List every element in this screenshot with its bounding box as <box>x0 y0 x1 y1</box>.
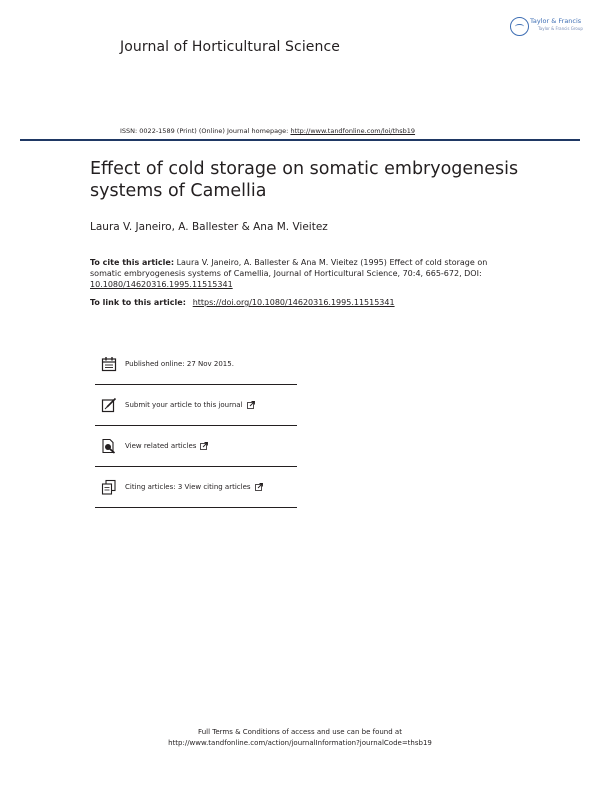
article-doi-link[interactable]: https://doi.org/10.1080/14620316.1995.11515341 <box>192 298 395 307</box>
link-label: To link to this article: <box>90 298 189 307</box>
article-authors: Laura V. Janeiro, A. Ballester & Ana M. Vieitez <box>90 221 328 233</box>
footer <box>0 727 600 749</box>
citation-block <box>90 257 520 290</box>
calendar-icon <box>101 356 117 372</box>
submit-article-link[interactable] <box>95 385 297 426</box>
citing-articles-link[interactable] <box>95 467 297 508</box>
citation-label: To cite this article: <box>90 258 175 267</box>
journal-homepage-link[interactable]: http://www.tandfonline.com/loi/thsb19 <box>290 127 416 135</box>
article-title: Effect of cold storage on somatic embryogenesis systems of Camellia <box>90 159 519 201</box>
article-link-block <box>90 298 395 307</box>
external-link-icon <box>200 442 208 450</box>
header-divider <box>20 139 580 141</box>
issn-line <box>120 127 415 135</box>
published-online-label: Published online: 27 Nov 2015. <box>125 360 234 368</box>
publisher-subtitle: Taylor & Francis Group <box>538 26 583 31</box>
external-link-icon <box>247 401 255 409</box>
citing-articles-icon <box>101 479 117 495</box>
related-articles-link[interactable] <box>95 426 297 467</box>
issn-text: ISSN: 0022-1589 (Print) (Online) Journal homepage: <box>120 127 291 135</box>
footer-terms-text: Full Terms & Conditions of access and use can be found at <box>198 728 402 736</box>
article-actions <box>95 344 297 508</box>
edit-icon <box>101 397 117 413</box>
external-link-icon <box>255 483 263 491</box>
journal-title: Journal of Horticultural Science <box>120 39 341 55</box>
publisher-logo <box>508 15 584 37</box>
logo-circle-icon <box>510 17 529 36</box>
submit-article-label: Submit your article to this journal <box>125 401 243 409</box>
citation-text: Laura V. Janeiro, A. Ballester & Ana M. Vieitez (1995) Effect of cold storage on somatic embryogenesis systems of Camellia, Journal of Horticultural Science, 70:4, 665-672, DOI: <box>90 258 488 278</box>
related-articles-icon <box>101 438 117 454</box>
footer-terms-link[interactable]: http://www.tandfonline.com/action/journalInformation?journalCode=thsb19 <box>168 739 432 747</box>
citation-doi-link[interactable]: 10.1080/14620316.1995.11515341 <box>90 280 233 289</box>
publisher-name: Taylor & Francis <box>530 17 582 25</box>
related-articles-label: View related articles <box>125 442 197 450</box>
citing-articles-label: Citing articles: 3 View citing articles <box>125 483 251 491</box>
published-online-item <box>95 344 297 385</box>
